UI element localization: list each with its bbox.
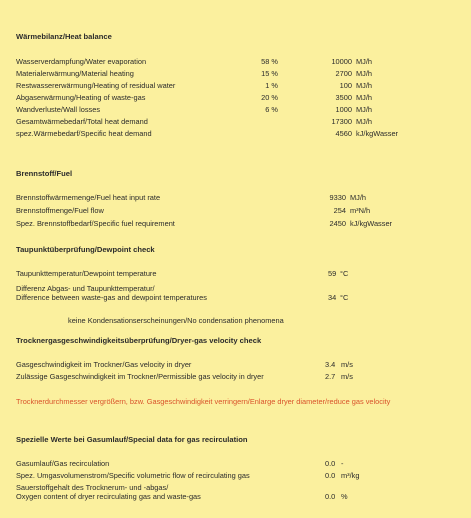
- dewpoint-temp-label: Taupunkttemperatur/Dewpoint temperature: [16, 269, 157, 278]
- velocity-row-value: 2.7: [325, 372, 336, 381]
- heat-row-unit: MJ/h: [356, 105, 373, 114]
- fuel-row-value: 2450: [329, 219, 346, 228]
- oxygen-label-2: Oxygen content of dryer recirculating gas and waste-gas: [16, 492, 201, 501]
- recirc-gas-value: 0.0: [325, 459, 336, 468]
- velocity-row-label: Zulässige Gasgeschwindigkeit im Trockner/Permissible gas velocity in dryer: [16, 372, 264, 381]
- heat-row-unit: kJ/kgWasser: [356, 129, 399, 138]
- heat-row-value: 10000: [331, 57, 352, 66]
- heat-row-label: Abgaserwärmung/Heating of waste-gas: [16, 93, 146, 102]
- recirc-gas-label: Gasumlauf/Gas recirculation: [16, 459, 110, 468]
- heat-row-value: 17300: [331, 117, 352, 126]
- oxygen-value: 0.0: [325, 492, 336, 501]
- velocity-title: Trocknergasgeschwindigkeitsüberprüfung/Dryer-gas velocity check: [16, 336, 262, 345]
- recirc-flow-label: Spez. Umgasvolumenstrom/Specific volumetric flow of recirculating gas: [16, 471, 250, 480]
- heat-row-value: 1000: [335, 105, 352, 114]
- heat-row-label: Materialerwärmung/Material heating: [16, 69, 134, 78]
- fuel-row-value: 9330: [329, 193, 346, 202]
- heat-row-label: Wasserverdampfung/Water evaporation: [16, 57, 147, 66]
- heat-row-label: Wandverluste/Wall losses: [16, 105, 101, 114]
- dewpoint-diff-label-2: Difference between waste-gas and dewpoint temperatures: [16, 293, 207, 302]
- heat-row-unit: MJ/h: [356, 57, 373, 66]
- fuel-row-label: Spez. Brennstoffbedarf/Specific fuel requirement: [16, 219, 175, 228]
- velocity-row-unit: m/s: [341, 360, 353, 369]
- heat-row-percent: 1 %: [265, 81, 278, 90]
- velocity-row-unit: m/s: [341, 372, 353, 381]
- recirc-flow-value: 0.0: [325, 471, 336, 480]
- fuel-row-label: Brennstoffwärmemenge/Fuel heat input rate: [16, 193, 161, 202]
- dewpoint-temp-value: 59: [328, 269, 337, 278]
- dewpoint-diff-unit: °C: [340, 293, 349, 302]
- heat-row-percent: 15 %: [261, 69, 278, 78]
- heat-row-percent: 20 %: [261, 93, 278, 102]
- recirculation-title: Spezielle Werte bei Gasumlauf/Special data for gas recirculation: [16, 435, 248, 444]
- heat-row-unit: MJ/h: [356, 81, 373, 90]
- velocity-row-value: 3.4: [325, 360, 336, 369]
- heat-row-label: spez.Wärmebedarf/Specific heat demand: [16, 129, 152, 138]
- heat-row-value: 2700: [335, 69, 352, 78]
- fuel-row-label: Brennstoffmenge/Fuel flow: [16, 206, 104, 215]
- heat-row-value: 3500: [335, 93, 352, 102]
- oxygen-label-1: Sauerstoffgehalt des Trocknerum- und -abgas/: [16, 483, 169, 492]
- heat-row-unit: MJ/h: [356, 93, 373, 102]
- fuel-row-unit: kJ/kgWasser: [350, 219, 393, 228]
- dewpoint-diff-label-1: Differenz Abgas- und Taupunkttemperatur/: [16, 284, 155, 293]
- velocity-warning: Trocknerdurchmesser vergrößern, bzw. Gasgeschwindigkeit verringern/Enlarge dryer diameter/reduce gas velocity: [16, 397, 391, 406]
- dewpoint-diff-value: 34: [328, 293, 337, 302]
- condensation-note: keine Kondensationserscheinungen/No condensation phenomena: [68, 316, 284, 325]
- fuel-row-unit: m³N/h: [350, 206, 371, 215]
- heat-row-percent: 6 %: [265, 105, 278, 114]
- recirc-flow-unit: m³/kg: [341, 471, 360, 480]
- heat-row-label: Gesamtwärmebedarf/Total heat demand: [16, 117, 148, 126]
- heat-row-percent: 58 %: [261, 57, 278, 66]
- dewpoint-title: Taupunktüberprüfung/Dewpoint check: [16, 245, 155, 254]
- fuel-row-value: 254: [333, 206, 346, 215]
- heat-row-label: Restwassererwärmung/Heating of residual water: [16, 81, 176, 90]
- heat-row-value: 4560: [335, 129, 352, 138]
- heat-row-unit: MJ/h: [356, 69, 373, 78]
- heat-row-value: 100: [339, 81, 352, 90]
- recirc-gas-unit: -: [341, 459, 344, 468]
- velocity-row-label: Gasgeschwindigkeit im Trockner/Gas velocity in dryer: [16, 360, 192, 369]
- heat-balance-title: Wärmebilanz/Heat balance: [16, 32, 112, 41]
- oxygen-unit: %: [341, 492, 348, 501]
- heat-row-unit: MJ/h: [356, 117, 373, 126]
- fuel-row-unit: MJ/h: [350, 193, 367, 202]
- fuel-title: Brennstoff/Fuel: [16, 169, 73, 178]
- dewpoint-temp-unit: °C: [340, 269, 349, 278]
